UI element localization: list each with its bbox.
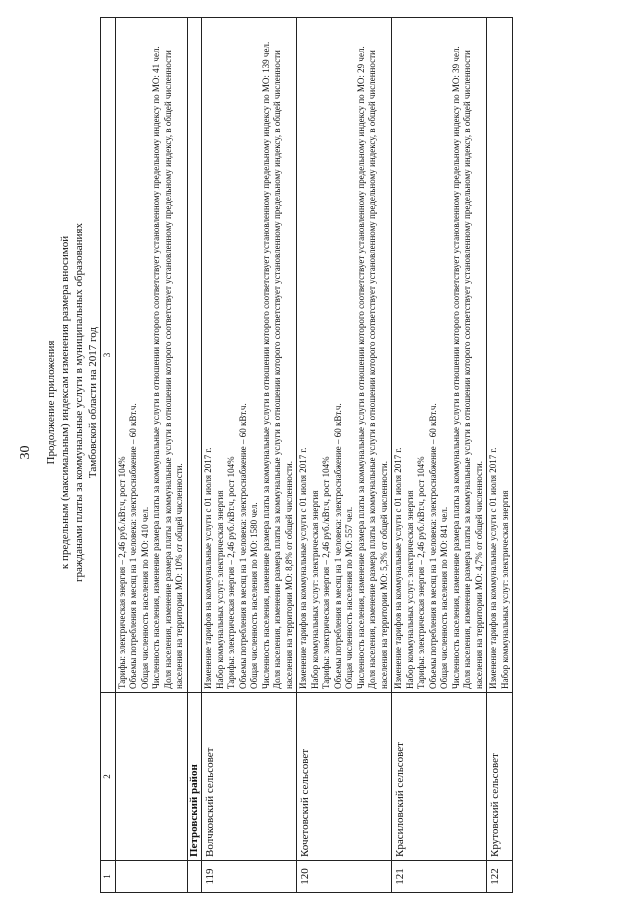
- row-details: [392, 18, 487, 693]
- district-name: Петровский район: [187, 693, 202, 861]
- appendix-header: [44, 0, 100, 810]
- detail-line: Тарифы: электрическая энергия – 2,46 руб./кВт.ч, рост 104%: [321, 456, 331, 689]
- table-row: [297, 18, 392, 893]
- row-number: 119: [202, 861, 297, 893]
- header-line: к предельным (максимальным) индексам изменения размера вносимой: [59, 235, 71, 570]
- detail-line: Общая численность населения по МО: 1580 чел.: [249, 502, 259, 689]
- tariff-table: [100, 17, 513, 893]
- table-row: [115, 18, 187, 893]
- municipality-name: Красиловский сельсовет: [392, 693, 487, 861]
- detail-line: Набор коммунальных услуг: электрическая энергия: [499, 490, 510, 689]
- detail-line: Тарифы: электрическая энергия – 2,46 руб./кВт.ч, рост 104%: [416, 456, 426, 689]
- table-row: [392, 18, 487, 893]
- detail-line: Изменение тарифов на коммунальные услуги с 01 июля 2017 г.: [393, 447, 403, 689]
- detail-line: Тарифы: электрическая энергия – 2,46 руб./кВт.ч, рост 104%: [226, 456, 236, 689]
- detail-line: Изменение тарифов на коммунальные услуги с 01 июля 2017 г.: [488, 447, 498, 689]
- detail-line: Изменение тарифов на коммунальные услуги с 01 июля 2017 г.: [298, 447, 308, 689]
- table-row: [487, 18, 513, 893]
- table-header-row: [101, 18, 116, 893]
- detail-line: Численность населения, изменение размера платы за коммунальные услуги в отношении которого соответствует установленному предельному индексу по МО: 29 чел.: [355, 46, 366, 689]
- municipality-name: Кочетовский сельсовет: [297, 693, 392, 861]
- row-details: [202, 18, 297, 693]
- detail-line: Общая численность населения по МО: 410 чел.: [139, 506, 150, 689]
- municipality-name: [115, 693, 187, 861]
- row-details: [487, 18, 513, 693]
- detail-line: Объемы потребления в месяц на 1 человека: электроснабжение – 60 кВт.ч.: [427, 403, 438, 689]
- detail-line: Объемы потребления в месяц на 1 человека: электроснабжение – 60 кВт.ч.: [237, 403, 248, 689]
- detail-line: Набор коммунальных услуг: электрическая энергия: [309, 490, 320, 689]
- header-line: Тамбовской области на 2017 год: [87, 326, 99, 479]
- detail-line: Численность населения, изменение размера платы за коммунальные услуги в отношении которого соответствует установленному предельному индексу по МО: 139 чел.: [260, 41, 271, 689]
- detail-line: Доля населения, изменение размера платы за коммунальные услуги в отношении которого соответствует установленному предельному индексу, в общей численности населения на территории МО: 10% от общей численности.: [162, 50, 184, 689]
- detail-line: Численность населения, изменение размера платы за коммунальные услуги в отношении которого соответствует установленному предельному индексу по МО: 41 чел.: [151, 46, 161, 689]
- municipality-name: Волчковский сельсовет: [202, 693, 297, 861]
- detail-line: Изменение тарифов на коммунальные услуги с 01 июля 2017 г.: [203, 447, 213, 689]
- detail-line: Доля населения, изменение размера платы за коммунальные услуги в отношении которого соответствует установленному предельному индексу, в общей численности населения на территории МО: 8,8% от общей численности.: [272, 50, 294, 689]
- column-header: 2: [101, 693, 116, 861]
- header-line: гражданами платы за коммунальные услуги в муниципальных образованиях: [73, 223, 85, 582]
- table-row: [202, 18, 297, 893]
- row-details: [115, 18, 187, 693]
- row-number: [115, 861, 187, 893]
- detail-line: Тарифы: электрическая энергия – 2,46 руб./кВт.ч, рост 104%: [116, 456, 127, 689]
- municipality-name: Крутовский сельсовет: [487, 693, 513, 861]
- row-details: [297, 18, 392, 693]
- detail-line: Набор коммунальных услуг: электрическая энергия: [214, 490, 225, 689]
- district-row: [187, 18, 202, 893]
- row-number: 120: [297, 861, 392, 893]
- detail-line: Набор коммунальных услуг: электрическая энергия: [404, 490, 415, 689]
- detail-line: Общая численность населения по МО: 557 чел.: [344, 506, 354, 689]
- detail-line: Объемы потребления в месяц на 1 человека: электроснабжение – 60 кВт.ч.: [332, 403, 343, 689]
- column-header: 3: [101, 18, 116, 693]
- row-number: 122: [487, 861, 513, 893]
- column-header: 1: [101, 861, 116, 893]
- header-title: Продолжение приложения: [45, 340, 57, 465]
- detail-line: Доля населения, изменение размера платы за коммунальные услуги в отношении которого соответствует установленному предельному индексу, в общей численности населения на территории МО: 4,7% от общей численности.: [462, 50, 484, 689]
- row-number: 121: [392, 861, 487, 893]
- detail-line: Объемы потребления в месяц на 1 человека: электроснабжение – 60 кВт.ч.: [128, 403, 138, 689]
- detail-line: Численность населения, изменение размера платы за коммунальные услуги в отношении которого соответствует установленному предельному индексу по МО: 39 чел.: [450, 46, 461, 689]
- detail-line: Доля населения, изменение размера платы за коммунальные услуги в отношении которого соответствует установленному предельному индексу, в общей численности населения на территории МО: 5,3% от общей численности.: [367, 50, 389, 689]
- page-number: 30: [18, 445, 33, 460]
- detail-line: Общая численность населения по МО: 841 чел.: [439, 506, 449, 689]
